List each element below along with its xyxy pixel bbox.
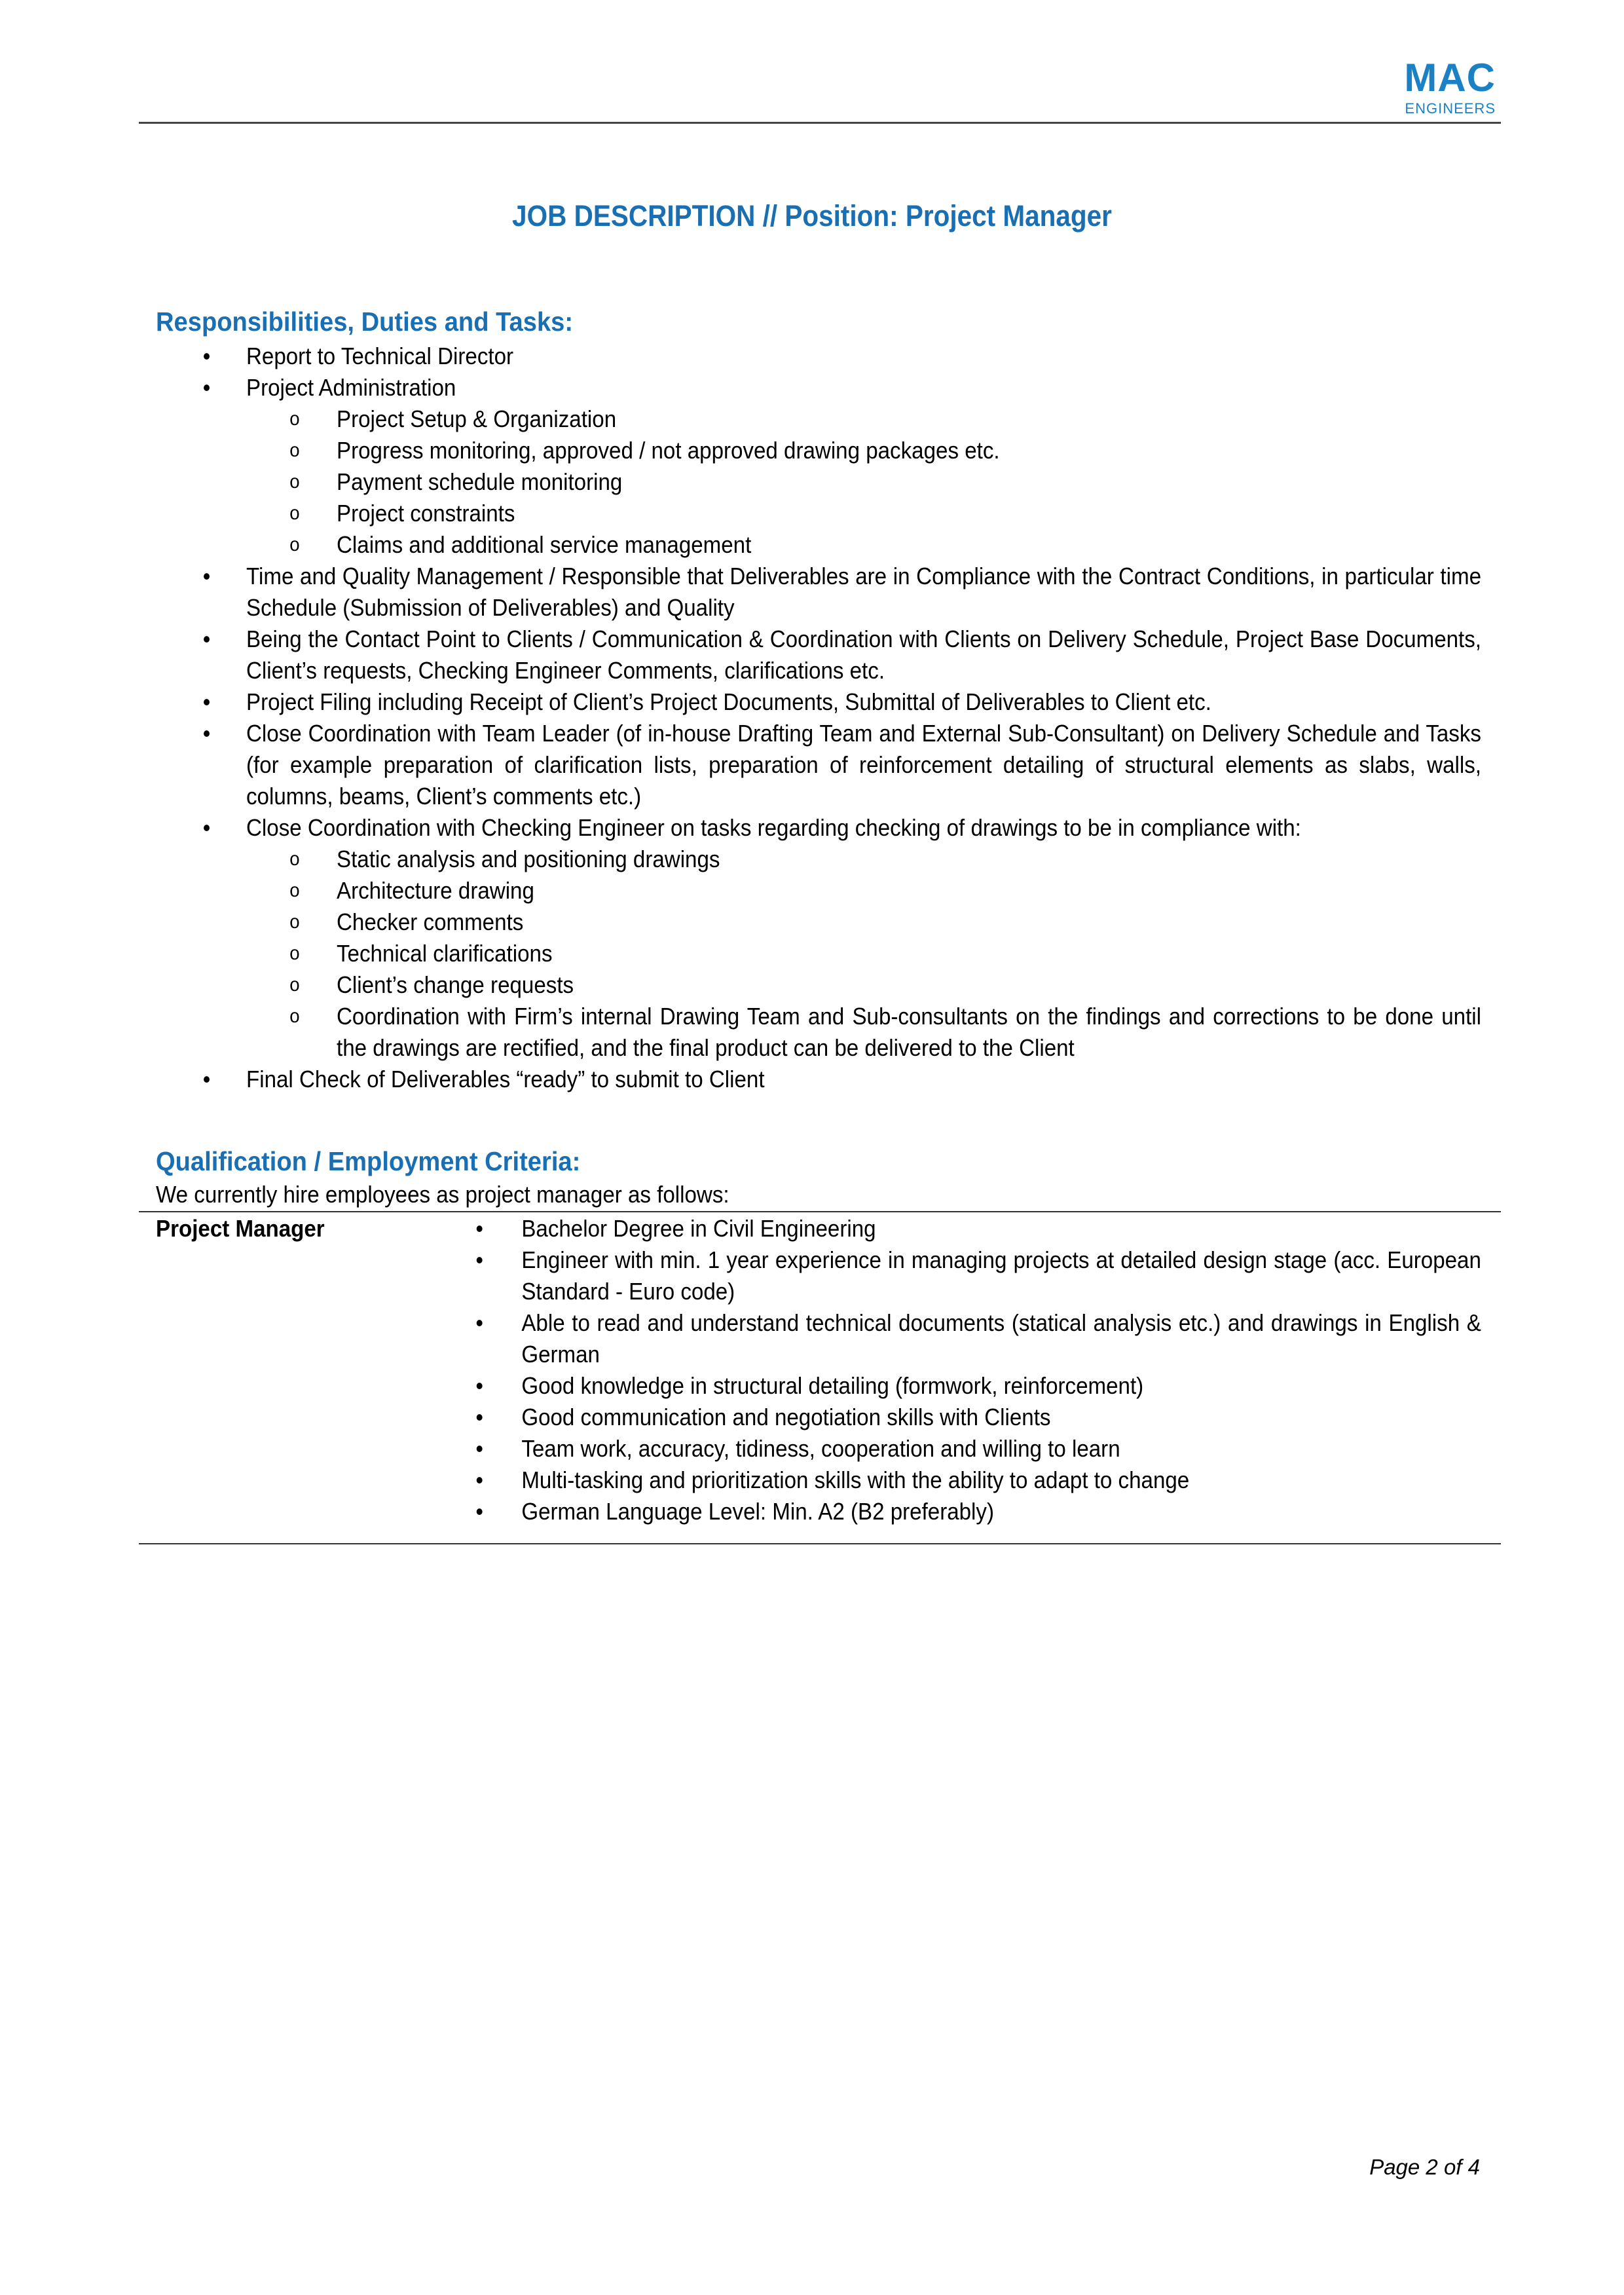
responsibility-text: Being the Contact Point to Clients / Communication & Coordination with Clients on Delivery Schedule, Project Base Documents, Client’s requests, Checking Engineer Comments, clarifications etc.: [246, 625, 1481, 684]
bullet-icon: •: [202, 720, 211, 747]
circle-bullet-icon: o: [289, 848, 300, 870]
responsibility-sub-item: [246, 875, 1481, 906]
responsibility-item: [156, 1064, 1481, 1095]
responsibility-sub-text: Claims and additional service management: [337, 531, 752, 558]
table-top-border: [139, 1211, 1501, 1212]
bullet-icon: •: [202, 688, 211, 715]
circle-bullet-icon: o: [289, 408, 300, 430]
company-logo: [1404, 58, 1496, 117]
circle-bullet-icon: o: [289, 880, 300, 901]
bullet-icon: •: [202, 625, 211, 652]
qualification-item: [434, 1433, 1481, 1465]
sub-list-wrapper: [156, 403, 1481, 561]
responsibility-sub-text: Coordination with Firm’s internal Drawing Team and Sub-consultants on the findings and corrections to be done until the drawings are rectified, and the final product can be delivered to the Client: [337, 1003, 1481, 1061]
responsibility-item: [156, 686, 1481, 718]
bullet-icon: •: [475, 1372, 484, 1399]
bullet-icon: •: [475, 1309, 484, 1336]
circle-bullet-icon: o: [289, 502, 300, 524]
responsibility-sub-item: [246, 906, 1481, 938]
responsibility-text: Close Coordination with Checking Engineer on tasks regarding checking of drawings to be in compliance with:: [246, 814, 1301, 841]
bullet-icon: •: [202, 374, 211, 401]
responsibility-sub-text: Static analysis and positioning drawings: [337, 846, 720, 872]
qualification-text: German Language Level: Min. A2 (B2 preferably): [521, 1498, 995, 1525]
responsibility-item: [156, 812, 1481, 844]
table-bottom-border: [139, 1543, 1501, 1544]
qualification-item: [434, 1465, 1481, 1496]
responsibility-text: Final Check of Deliverables “ready” to submit to Client: [246, 1066, 765, 1092]
qualification-criteria-cell: [434, 1213, 1481, 1527]
header-divider: [139, 122, 1501, 124]
responsibility-sub-text: Checker comments: [337, 908, 524, 935]
responsibility-sub-item: [246, 1001, 1481, 1064]
qualification-text: Team work, accuracy, tidiness, cooperation and willing to learn: [521, 1435, 1120, 1462]
responsibility-item: [156, 718, 1481, 812]
responsibility-sub-text: Technical clarifications: [337, 940, 553, 967]
bullet-icon: •: [475, 1215, 484, 1242]
responsibilities-list-container: [156, 341, 1481, 1095]
responsibility-sub-item: [246, 529, 1481, 561]
logo-sub-text: ENGINEERS: [1405, 100, 1496, 117]
responsibility-item: [156, 561, 1481, 624]
responsibility-sub-item: [246, 498, 1481, 529]
qualification-text: Multi-tasking and prioritization skills with the ability to adapt to change: [521, 1466, 1190, 1493]
responsibility-text: Project Administration: [246, 374, 456, 401]
responsibility-sub-item: [246, 403, 1481, 435]
qualification-intro: We currently hire employees as project manager as follows:: [156, 1181, 729, 1208]
responsibility-sub-item: [246, 466, 1481, 498]
responsibility-text: Time and Quality Management / Responsible that Deliverables are in Compliance with the Contract Conditions, in particular time Schedule (Submission of Deliverables) and Quality: [246, 563, 1481, 621]
circle-bullet-icon: o: [289, 471, 300, 493]
circle-bullet-icon: o: [289, 1005, 300, 1027]
qualification-text: Engineer with min. 1 year experience in managing projects at detailed design stage (acc. European Standard - Euro code): [521, 1246, 1481, 1305]
responsibilities-heading: Responsibilities, Duties and Tasks:: [156, 307, 574, 337]
page-title: JOB DESCRIPTION // Position: Project Manager: [512, 199, 1112, 233]
qualification-text: Able to read and understand technical documents (statical analysis etc.) and drawings in English & German: [521, 1309, 1481, 1368]
qualification-text: Bachelor Degree in Civil Engineering: [521, 1215, 876, 1242]
qualification-item: [434, 1402, 1481, 1433]
responsibility-sub-text: Payment schedule monitoring: [337, 468, 623, 495]
qualification-heading: Qualification / Employment Criteria:: [156, 1146, 581, 1176]
circle-bullet-icon: o: [289, 534, 300, 555]
responsibility-text: Report to Technical Director: [246, 343, 514, 369]
qualification-item: [434, 1496, 1481, 1527]
responsibility-sub-item: [246, 938, 1481, 969]
qualification-text: Good communication and negotiation skills with Clients: [521, 1404, 1051, 1430]
responsibility-item: [156, 341, 1481, 372]
circle-bullet-icon: o: [289, 942, 300, 964]
responsibility-item: [156, 624, 1481, 686]
bullet-icon: •: [475, 1466, 484, 1493]
bullet-icon: •: [202, 563, 211, 589]
sub-list-wrapper: [156, 844, 1481, 1064]
bullet-icon: •: [475, 1498, 484, 1525]
responsibility-sub-text: Project Setup & Organization: [337, 405, 617, 432]
circle-bullet-icon: o: [289, 974, 300, 996]
bullet-icon: •: [202, 1066, 211, 1092]
bullet-icon: •: [475, 1435, 484, 1462]
responsibility-sub-text: Client’s change requests: [337, 971, 574, 998]
responsibility-sub-item: [246, 969, 1481, 1001]
circle-bullet-icon: o: [289, 911, 300, 933]
responsibility-item: [156, 372, 1481, 403]
responsibility-text: Close Coordination with Team Leader (of in-house Drafting Team and External Sub-Consultant) on Delivery Schedule and Tasks (for example preparation of clarification lists, preparation of reinforcement detailing of structural elements as slabs, walls, columns, beams, Client’s comments etc.): [246, 720, 1481, 810]
responsibility-sub-text: Progress monitoring, approved / not approved drawing packages etc.: [337, 437, 1000, 464]
bullet-icon: •: [202, 814, 211, 841]
bullet-icon: •: [475, 1246, 484, 1273]
logo-main-text: MAC: [1404, 56, 1496, 100]
circle-bullet-icon: o: [289, 439, 300, 461]
bullet-icon: •: [475, 1404, 484, 1430]
responsibility-sub-list: [156, 844, 1481, 1064]
responsibilities-list: [156, 341, 1481, 1095]
qualification-item: [434, 1370, 1481, 1402]
responsibility-sub-text: Project constraints: [337, 500, 515, 527]
page-number: Page 2 of 4: [1369, 2155, 1480, 2179]
bullet-icon: •: [202, 343, 211, 369]
responsibility-sub-item: [246, 435, 1481, 466]
responsibility-sub-item: [246, 844, 1481, 875]
responsibility-text: Project Filing including Receipt of Client’s Project Documents, Submittal of Deliverables to Client etc.: [246, 688, 1211, 715]
qualification-criteria-list: [434, 1213, 1481, 1527]
qualification-item: [434, 1244, 1481, 1307]
qualification-item: [434, 1213, 1481, 1244]
responsibility-sub-list: [156, 403, 1481, 561]
qualification-item: [434, 1307, 1481, 1370]
qualification-role-cell: Project Manager: [156, 1215, 325, 1242]
responsibility-sub-text: Architecture drawing: [337, 877, 534, 904]
qualification-text: Good knowledge in structural detailing (formwork, reinforcement): [521, 1372, 1144, 1399]
